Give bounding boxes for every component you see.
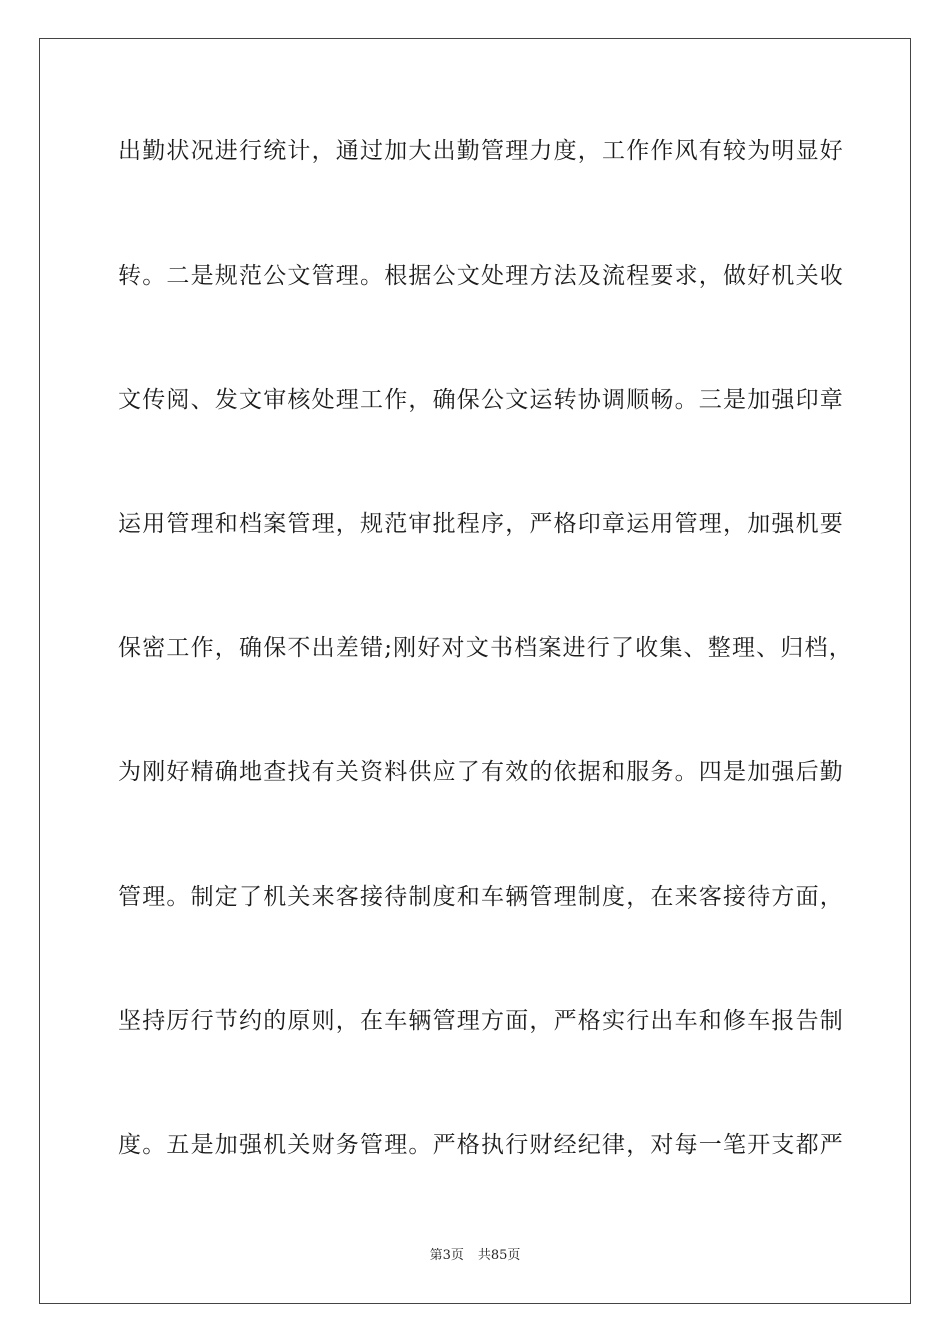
page-footer bbox=[0, 1247, 950, 1265]
text-line: 管理。制定了机关来客接待制度和车辆管理制度，在来客接待方面， bbox=[118, 884, 844, 910]
page-border bbox=[39, 38, 911, 1304]
text-line: 文传阅、发文审核处理工作，确保公文运转协调顺畅。三是加强印章 bbox=[118, 387, 844, 413]
text-line: 度。五是加强机关财务管理。严格执行财经纪律，对每一笔开支都严 bbox=[118, 1132, 844, 1158]
text-line: 转。二是规范公文管理。根据公文处理方法及流程要求，做好机关收 bbox=[118, 263, 844, 289]
text-line: 运用管理和档案管理，规范审批程序，严格印章运用管理，加强机要 bbox=[118, 511, 844, 537]
text-line: 为刚好精确地查找有关资料供应了有效的依据和服务。四是加强后勤 bbox=[118, 759, 844, 785]
text-line: 坚持厉行节约的原则，在车辆管理方面，严格实行出车和修车报告制 bbox=[118, 1008, 844, 1034]
text-line: 出勤状况进行统计，通过加大出勤管理力度，工作作风有较为明显好 bbox=[118, 138, 844, 164]
text-line: 保密工作，确保不出差错;刚好对文书档案进行了收集、整理、归档， bbox=[118, 635, 853, 661]
total-page-count: 共85页 bbox=[477, 1248, 521, 1263]
current-page-number: 第3页 bbox=[429, 1248, 464, 1263]
